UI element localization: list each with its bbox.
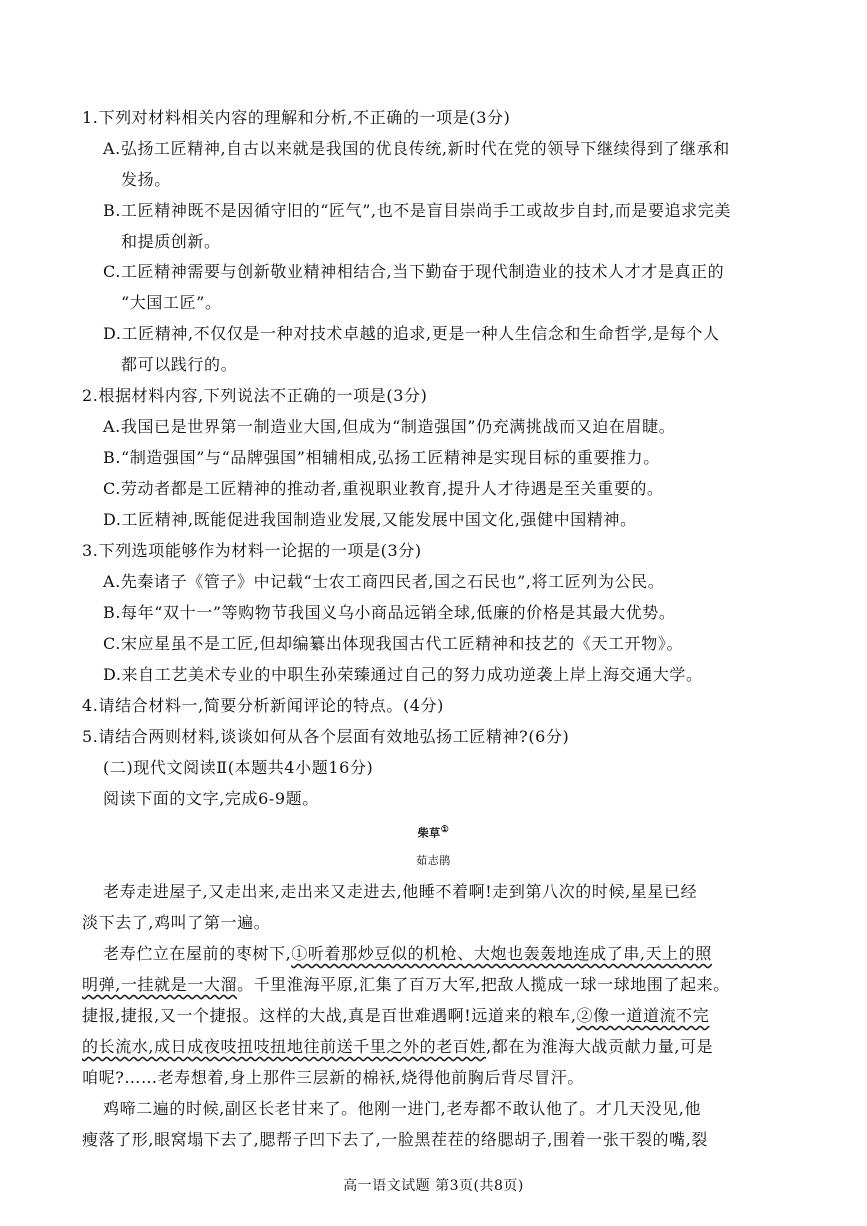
article-title [0, 820, 867, 844]
question-3-option-c: C.宋应星虽不是工匠,但却编纂出体现我国古代工匠精神和技艺的《天工开物》。 [103, 634, 684, 653]
question-1-option-c: C.工匠精神需要与创新敬业精神相结合,当下勤奋于现代制造业的技术人才才是真正的 [103, 262, 725, 281]
question-3-stem: 3.下列选项能够作为材料一论据的一项是(3分) [82, 541, 422, 560]
question-1-stem: 1.下列对材料相关内容的理解和分析,不正确的一项是(3分) [82, 108, 511, 127]
underlined-sentence-1: ①听着那炒豆似的机枪、大炮也轰轰地连成了串,天上的照 [291, 944, 712, 963]
article-paragraph-1: 老寿走进屋子,又走出来,走出来又走进去,他睡不着啊!走到第八次的时候,星星已经 [103, 882, 698, 901]
article-paragraph-2 [103, 944, 712, 964]
underlined-sentence-2-cont: 的长流水,成日成夜吱扭吱扭地往前送千里之外的老百姓 [82, 1037, 487, 1056]
section-heading: (二)现代文阅读Ⅱ(本题共4小题16分) [103, 758, 374, 777]
question-4: 4.请结合材料一,简要分析新闻评论的特点。(4分) [82, 696, 445, 715]
question-1-option-a: A.弘扬工匠精神,自古以来就是我国的优良传统,新时代在党的领导下继续得到了继承和 [103, 139, 730, 158]
underlined-sentence-1-cont: 明弹,一挂就是一大溜 [82, 975, 238, 994]
page-footer: 高一语文试题 第3页(共8页) [343, 1178, 524, 1194]
article-paragraph-2-line-5: 咱呢?……老寿想着,身上那件三层新的棉袄,烧得他前胸后背尽冒汗。 [82, 1068, 584, 1087]
article-text: ,都在为淮海大战贡献力量,可是 [486, 1037, 714, 1056]
question-2-option-a: A.我国已是世界第一制造业大国,但成为“制造强国”仍充满挑战而又迫在眉睫。 [103, 417, 676, 436]
article-footnote-mark: ① [440, 825, 450, 835]
article-text: 老寿伫立在屋前的枣树下, [103, 944, 292, 963]
article-paragraph-1-cont: 淡下去了,鸡叫了第一遍。 [82, 913, 271, 932]
question-2-option-c: C.劳动者都是工匠精神的推动者,重视职业教育,提升人才待遇是至关重要的。 [103, 479, 664, 498]
question-1-option-b-cont: 和提质创新。 [121, 232, 221, 251]
question-1-option-d: D.工匠精神,不仅仅是一种对技术卓越的追求,更是一种人生信念和生命哲学,是每个人 [103, 324, 720, 343]
article-paragraph-3: 鸡啼二遍的时候,副区长老甘来了。他刚一进门,老寿都不敢认他了。才几天没见,他 [103, 1099, 702, 1118]
question-3-option-b: B.每年“双十一”等购物节我国义乌小商品远销全球,低廉的价格是其最大优势。 [103, 603, 676, 622]
question-5: 5.请结合两则材料,谈谈如何从各个层面有效地弘扬工匠精神?(6分) [82, 727, 570, 746]
question-1-option-c-cont: “大国工匠”。 [121, 293, 222, 312]
article-paragraph-2-line-2 [82, 975, 730, 995]
question-2-option-b: B.“制造强国”与“品牌强国”相辅相成,弘扬工匠精神是实现目标的重要推力。 [103, 448, 660, 467]
question-2-stem: 2.根据材料内容,下列说法不正确的一项是(3分) [82, 386, 428, 405]
question-3-option-d: D.来自工艺美术专业的中职生孙荣臻通过自己的努力成功逆袭上岸上海交通大学。 [103, 665, 703, 684]
article-paragraph-3-cont: 瘦落了形,眼窝塌下去了,腮帮子凹下去了,一脸黑茬茬的络腮胡子,围着一张干裂的嘴,裂 [82, 1130, 709, 1149]
article-paragraph-2-line-3 [82, 1006, 709, 1026]
article-author: 茹志鹃 [416, 854, 451, 867]
article-text: 捷报,捷报,又一个捷报。这样的大战,真是百世难遇啊!远道来的粮车, [82, 1006, 577, 1025]
question-1-option-d-cont: 都可以践行的。 [121, 355, 238, 374]
article-text: 。千里淮海平原,汇集了百万大军,把敌人揽成一球一球地围了起来。 [237, 975, 730, 994]
article-paragraph-2-line-4 [82, 1037, 713, 1057]
section-instruction: 阅读下面的文字,完成6-9题。 [103, 789, 319, 808]
underlined-sentence-2: ②像一道道流不完 [576, 1006, 710, 1025]
question-2-option-d: D.工匠精神,既能促进我国制造业发展,又能发展中国文化,强健中国精神。 [103, 510, 637, 529]
question-3-option-a: A.先秦诸子《管子》中记载“士农工商四民者,国之石民也”,将工匠列为公民。 [103, 572, 665, 591]
question-1-option-a-cont: 发扬。 [121, 170, 171, 189]
question-1-option-b: B.工匠精神既不是因循守旧的“匠气”,也不是盲目崇尚手工或故步自封,而是要追求完美 [103, 201, 731, 220]
article-title-text: 柴草 [417, 826, 441, 840]
